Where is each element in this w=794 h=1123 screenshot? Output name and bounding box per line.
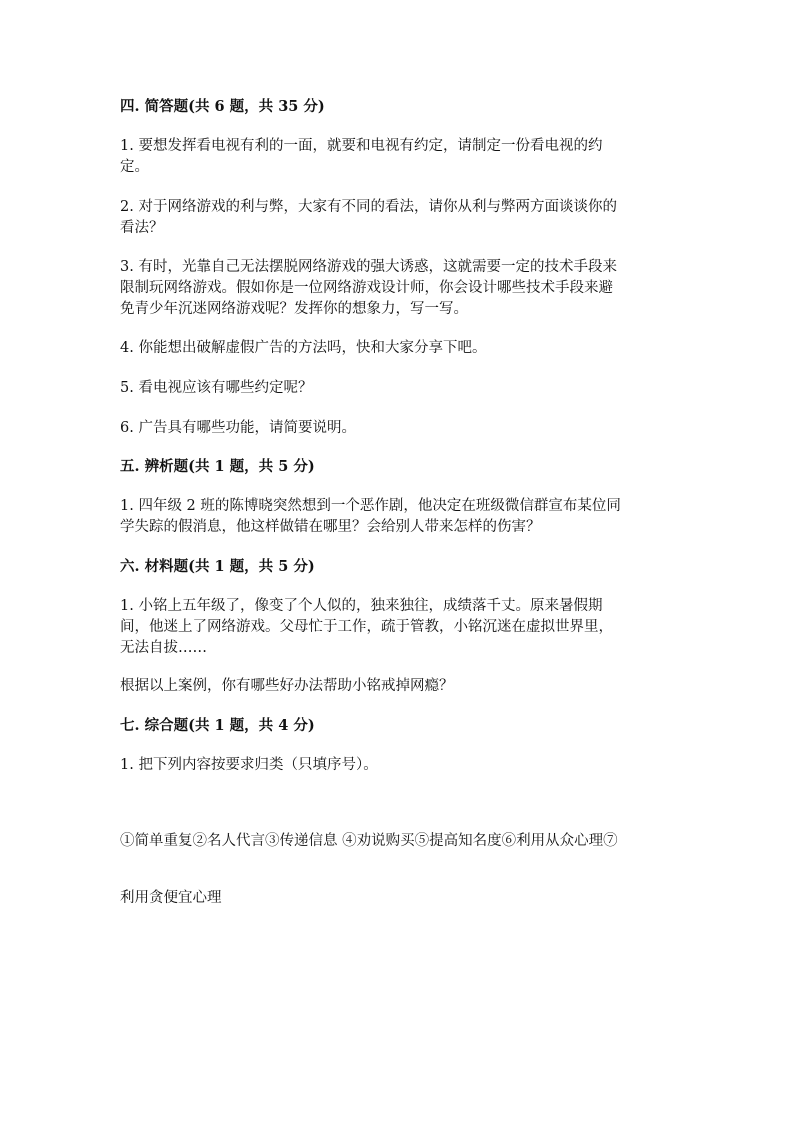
section-heading-comprehensive: 七. 综合题(共 1 题，共 4 分) <box>120 717 315 734</box>
question-line: 1. 四年级 2 班的陈博晓突然想到一个恶作剧，他决定在班级微信群宣布某位同 <box>120 498 621 514</box>
question-line: ①简单重复②名人代言③传递信息 ④劝说购买⑤提高知名度⑥利用从众心理⑦ <box>120 833 618 849</box>
question-line: 免青少年沉迷网络游戏呢？发挥你的想象力，写一写。 <box>120 301 468 317</box>
question-s4-4 <box>120 338 680 359</box>
question-s5-1 <box>120 496 680 538</box>
question-line: 4. 你能想出破解虚假广告的方法吗，快和大家分享下吧。 <box>120 340 487 356</box>
question-s7-1 <box>120 755 680 776</box>
question-line: 3. 有时，光靠自己无法摆脱网络游戏的强大诱惑，这就需要一定的技术手段来 <box>120 259 617 275</box>
question-line: 1. 小铭上五年级了，像变了个人似的，独来独往，成绩落千丈。原来暑假期 <box>120 598 603 614</box>
question-line: 无法自拔…… <box>120 640 207 656</box>
section-heading-short-answer: 四. 简答题(共 6 题，共 35 分) <box>120 98 325 115</box>
question-s4-1 <box>120 136 680 178</box>
question-line: 定。 <box>120 159 149 175</box>
question-line: 5. 看电视应该有哪些约定呢？ <box>120 380 313 396</box>
options-line <box>120 831 680 852</box>
question-s4-2 <box>120 197 680 239</box>
section-heading-material: 六. 材料题(共 1 题，共 5 分) <box>120 558 315 575</box>
options-line-continued <box>120 888 680 909</box>
question-s4-6 <box>120 418 680 439</box>
question-s6-1 <box>120 596 680 659</box>
question-s4-3 <box>120 257 680 320</box>
question-s6-prompt <box>120 676 680 697</box>
question-line: 利用贪便宜心理 <box>120 890 222 906</box>
section-heading-analysis: 五. 辨析题(共 1 题，共 5 分) <box>120 458 315 475</box>
question-line: 间，他迷上了网络游戏。父母忙于工作，疏于管教，小铭沉迷在虚拟世界里， <box>120 619 613 635</box>
question-line: 看法？ <box>120 220 164 236</box>
question-line: 1. 要想发挥看电视有利的一面，就要和电视有约定，请制定一份看电视的约 <box>120 138 603 154</box>
question-line: 根据以上案例，你有哪些好办法帮助小铭戒掉网瘾？ <box>120 678 454 694</box>
question-line: 6. 广告具有哪些功能，请简要说明。 <box>120 420 356 436</box>
question-s4-5 <box>120 378 680 399</box>
question-line: 限制玩网络游戏。假如你是一位网络游戏设计师，你会设计哪些技术手段来避 <box>120 280 613 296</box>
question-line: 2. 对于网络游戏的利与弊，大家有不同的看法，请你从利与弊两方面谈谈你的 <box>120 199 617 215</box>
question-line: 学失踪的假消息，他这样做错在哪里？会给别人带来怎样的伤害？ <box>120 519 541 535</box>
question-line: 1. 把下列内容按要求归类（只填序号）。 <box>120 757 378 773</box>
